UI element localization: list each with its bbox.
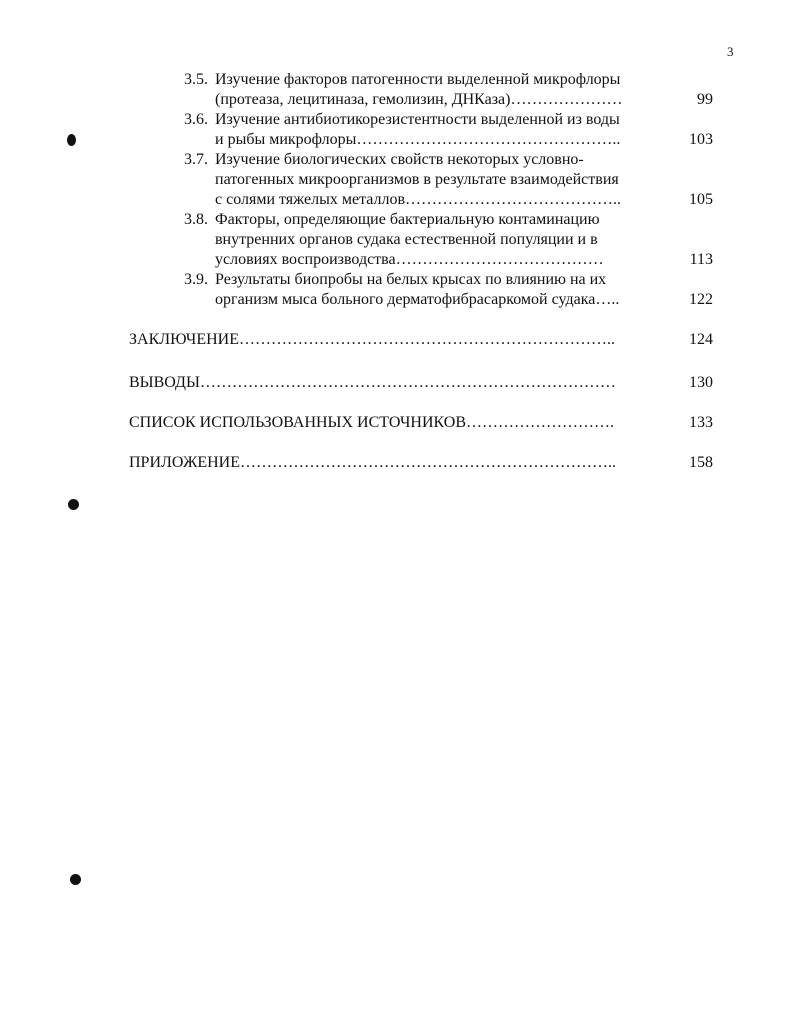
toc-item-number: 3.6. bbox=[184, 111, 208, 128]
binder-hole-mark bbox=[68, 499, 79, 510]
toc-chapter-title: ВЫВОДЫ…………………………………………………………………… bbox=[129, 374, 616, 391]
toc-chapter-title: ПРИЛОЖЕНИЕ…………………………………………………………….. bbox=[129, 454, 617, 471]
toc-item-number: 3.8. bbox=[184, 211, 208, 228]
toc-item-text: внутренних органов судака естественной популяции и в bbox=[215, 231, 598, 248]
binder-hole-mark bbox=[67, 134, 76, 146]
toc-item-text: условиях воспроизводства………………………………… bbox=[215, 251, 604, 268]
toc-item-page: 99 bbox=[697, 91, 713, 108]
toc-chapter-page: 133 bbox=[689, 414, 713, 431]
toc-item-page: 105 bbox=[689, 191, 713, 208]
toc-item-page: 103 bbox=[689, 131, 713, 148]
toc-chapter-page: 130 bbox=[689, 374, 713, 391]
toc-item-text: Изучение факторов патогенности выделенной микрофлоры bbox=[215, 71, 621, 88]
page-number: 3 bbox=[727, 44, 734, 59]
toc-chapter-page: 158 bbox=[689, 454, 713, 471]
toc-chapter-page: 124 bbox=[689, 331, 713, 348]
toc-item-page: 122 bbox=[689, 291, 713, 308]
toc-item-text: с солями тяжелых металлов………………………………….. bbox=[215, 191, 622, 208]
toc-item-number: 3.7. bbox=[184, 151, 208, 168]
toc-item-text: и рыбы микрофлоры………………………………………….. bbox=[215, 131, 621, 148]
toc-item-number: 3.5. bbox=[184, 71, 208, 88]
binder-hole-mark bbox=[70, 874, 81, 885]
toc-item-text: патогенных микроорганизмов в результате взаимодействия bbox=[215, 171, 619, 188]
toc-item-text: Факторы, определяющие бактериальную контаминацию bbox=[215, 211, 600, 228]
toc-item-text: Изучение антибиотикорезистентности выделенной из воды bbox=[215, 111, 620, 128]
toc-item-text: (протеаза, лецитиназа, гемолизин, ДНКаза)………………… bbox=[215, 91, 623, 108]
toc-chapter-title: ЗАКЛЮЧЕНИЕ…………………………………………………………….. bbox=[129, 331, 615, 348]
toc-item-text: Результаты биопробы на белых крысах по влиянию на их bbox=[215, 271, 607, 288]
toc-item-text: организм мыса больного дерматофибрасаркомой судака….. bbox=[215, 291, 620, 308]
toc-item-text: Изучение биологических свойств некоторых условно- bbox=[215, 151, 584, 168]
toc-chapter-title: СПИСОК ИСПОЛЬЗОВАННЫХ ИСТОЧНИКОВ………………………. bbox=[129, 414, 615, 431]
toc-item-number: 3.9. bbox=[184, 271, 208, 288]
toc-item-page: 113 bbox=[689, 251, 713, 268]
